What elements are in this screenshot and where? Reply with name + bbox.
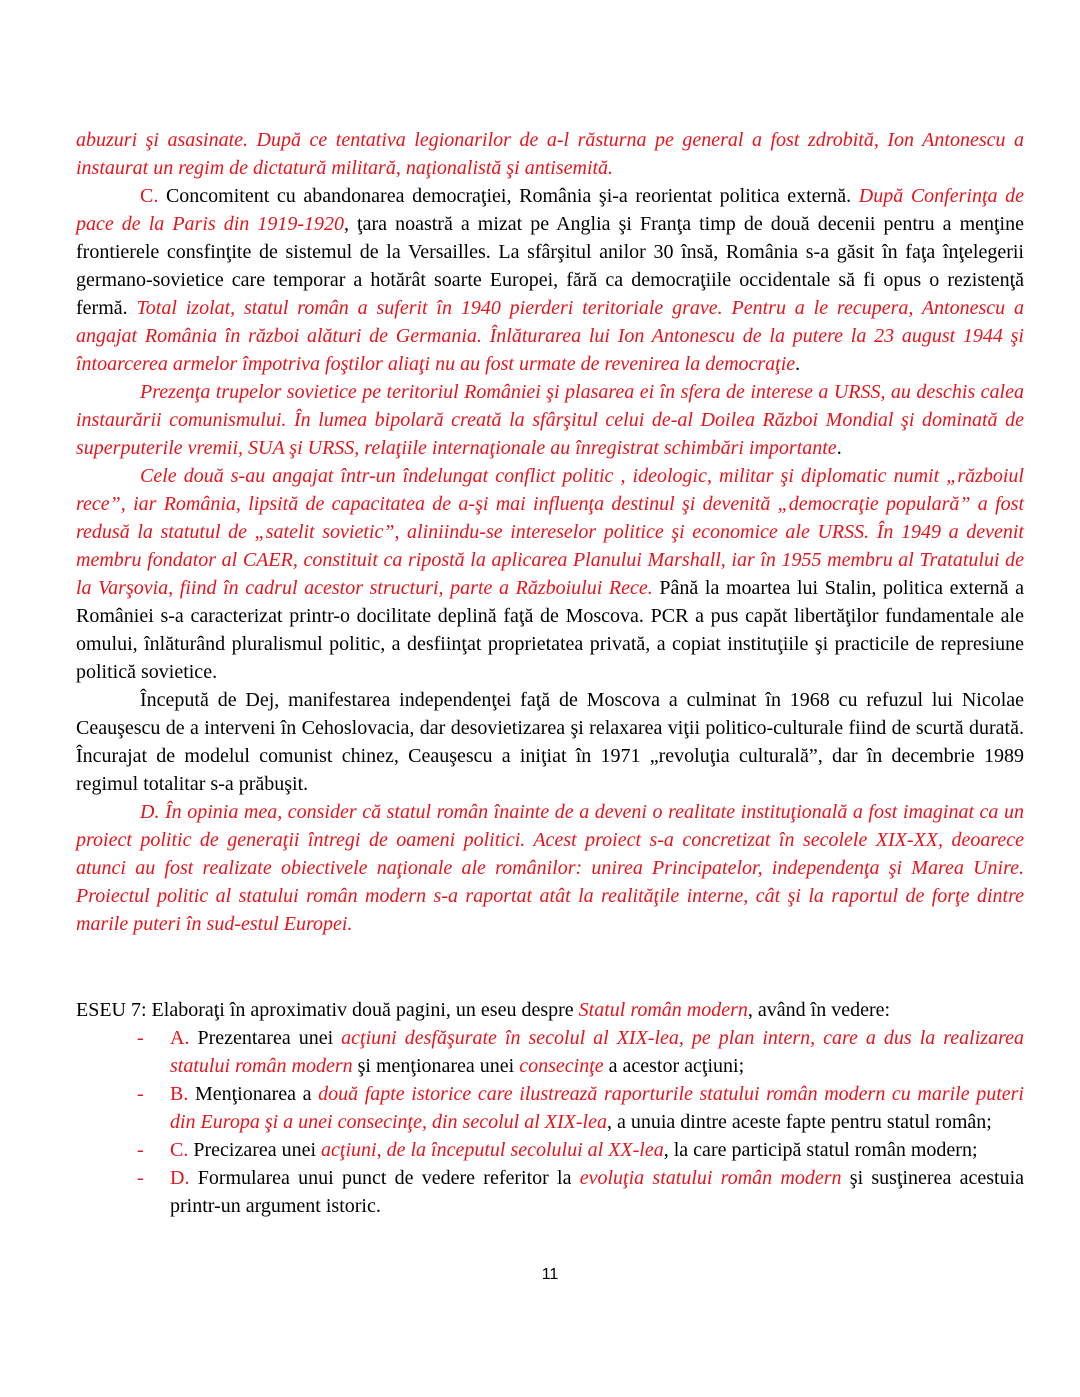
text-span: două fapte istorice care ilustrează raporturile statului român modern cu marile puteri din Europa şi a unei consecinţe, din secolul al XIX-lea: [170, 1083, 1024, 1133]
text-span: , ţara noastră a mizat pe Anglia şi Franţa timp de două decenii pentru a menţine frontierele consfinţite de sistemul de la Versailles. La sfârşitul anilor 30 însă, România s-a găsit în faţa înţelegerii germano-sovietice care temporar a hotărât soarte Europei, fără ca democraţiile occidentale să fi opus o rezistenţă fermă.: [76, 213, 1024, 319]
text-span: Începută de Dej, manifestarea independenţei faţă de Moscova a culminat în 1968 cu refuzul lui Nicolae Ceauşescu de a interveni în Cehoslovacia, dar desovietizarea şi relaxarea viţii politico-culturale fiind de scurtă durată. Încurajat de modelul comunist chinez, Ceauşescu a iniţiat în 1971 „revoluţia culturală”, dar în decembrie 1989 regimul totalitar s-a prăbuşit.: [76, 689, 1024, 795]
text-span: abuzuri şi asasinate. După ce tentativa legionarilor de a-l răsturna pe general a fost zdrobită, Ion Antonescu a instaurat un regim de dictatură militară, naţionalistă şi antisemită.: [76, 129, 1024, 179]
text-span: Prezenţa trupelor sovietice pe teritoriul României şi plasarea ei în sfera de interese a URSS, au deschis calea instaurării comunismului. În lumea bipolară creată la sfârşitul celui de-al Doilea Război Mondial şi dominată de superputerile vremii, SUA şi URSS, relaţiile internaţionale au înregistrat schimbări importante: [76, 381, 1024, 459]
bullet-dash: -: [137, 1139, 144, 1161]
requirements-list: [76, 1024, 1024, 1220]
text-span: şi susţinerea acestuia printr-un argument istoric.: [170, 1167, 1024, 1217]
requirement-d: [137, 1164, 1024, 1220]
text-span: consecinţe: [519, 1055, 604, 1077]
text-span: a acestor acţiuni;: [603, 1055, 745, 1077]
section-letter: C.: [140, 185, 159, 207]
bullet-dash: -: [137, 1167, 144, 1189]
text-span: Cele două s-au angajat într-un îndelungat conflict politic , ideologic, militar şi diplomatic numit „războiul rece”, iar România, lipsită de capacitatea de a-şi mai influenţa destinul şi devenită „democraţie populară” a fost redusă la statutul de „satelit sovietic”, aliniindu-se intereselor politice şi economice ale URSS. În 1949 a devenit membru fondator al CAER, constituit ca ripostă la aplicarea Planului Marshall, iar în 1955 membru al Tratatului de la Varşovia, fiind în cadrul acestor structuri, parte a Războiului Rece.: [76, 465, 1024, 599]
text-span: Statul român modern: [578, 999, 748, 1021]
requirement-letter: C.: [170, 1139, 189, 1161]
requirement-letter: D.: [170, 1167, 190, 1189]
requirement-letter: B.: [170, 1083, 189, 1105]
text-span: , având în vedere:: [747, 999, 891, 1021]
bullet-dash: -: [137, 1027, 144, 1049]
text-span: Până la moartea lui Stalin, politica externă a României s-a caracterizat printr-o docilitate deplină faţă de Moscova. PCR a pus capăt libertăţilor fundamentale ale omului, înlăturând pluralismul politic, a desfiinţat proprietatea privată, a copiat instituţiile şi practicile de represiune politică sovietice.: [76, 577, 1024, 683]
requirement-a: [137, 1024, 1024, 1080]
text-span: Menţionarea a: [188, 1083, 319, 1105]
requirement-letter: A.: [170, 1027, 190, 1049]
page-number: 11: [541, 1266, 559, 1283]
text-span: ESEU 7: Elaboraţi în aproximativ două pagini, un eseu despre: [76, 999, 579, 1021]
essay-7-prompt: [76, 996, 1024, 1220]
text-span: .: [836, 437, 842, 459]
paragraph-soviet-presence: [76, 378, 1024, 462]
text-span: , a unuia dintre aceste fapte pentru statul român;: [606, 1111, 992, 1133]
text-span: acţiuni desfăşurate în secolul al XIX-lea, pe plan intern, care a dus la realizarea statului român modern: [170, 1027, 1024, 1077]
paragraph-conclusion: [76, 798, 1024, 938]
paragraph-independence: [76, 686, 1024, 798]
text-span: şi menţionarea unei: [352, 1055, 520, 1077]
paragraph-cold-war: [76, 462, 1024, 686]
paragraph-foreign-policy: [76, 182, 1024, 378]
requirement-c: [137, 1136, 1024, 1164]
essay-answer-text: [76, 126, 1024, 938]
text-span: Formularea unui punct de vedere referitor la: [189, 1167, 580, 1189]
text-span: .: [795, 353, 801, 375]
text-span: evoluţia statului român modern: [579, 1167, 842, 1189]
text-span: Total izolat, statul român a suferit în 1940 pierderi teritoriale grave. Pentru a le recupera, Antonescu a angajat România în război alături de Germania. Înlăturarea lui Ion Antonescu de la putere la 23 august 1944 şi întoarcerea armelor împotriva foştilor aliaţi nu au fost urmate de revenirea la democraţie: [76, 297, 1024, 375]
essay-title: [76, 996, 1024, 1024]
text-span: Concomitent cu abandonarea democraţiei, România şi-a reorientat politica externă.: [158, 185, 859, 207]
text-span: După Conferinţa de pace de la Paris din 1919-1920: [76, 185, 1025, 235]
text-span: Prezentarea unei: [189, 1027, 342, 1049]
bullet-dash: -: [137, 1083, 144, 1105]
text-span: acţiuni, de la începutul secolului al XX-lea: [321, 1139, 664, 1161]
text-span: D. În opinia mea, consider că statul român înainte de a deveni o realitate instituţională a fost imaginat ca un proiect politic de generaţii întregi de oameni politici. Acest proiect s-a concretizat în secolele XIX-XX, deoarece atunci au fost realizate obiectivele naţionale ale românilor: unirea Principatelor, independenţa şi Marea Unire. Proiectul politic al statului român modern s-a raportat atât la realităţile interne, cât şi la raportul de forţe dintre marile puteri în sud-estul Europei.: [76, 801, 1024, 935]
requirement-b: [137, 1080, 1024, 1136]
text-span: Precizarea unei: [188, 1139, 322, 1161]
paragraph-dictatorship: [76, 126, 1024, 182]
text-span: , la care participă statul român modern;: [663, 1139, 978, 1161]
